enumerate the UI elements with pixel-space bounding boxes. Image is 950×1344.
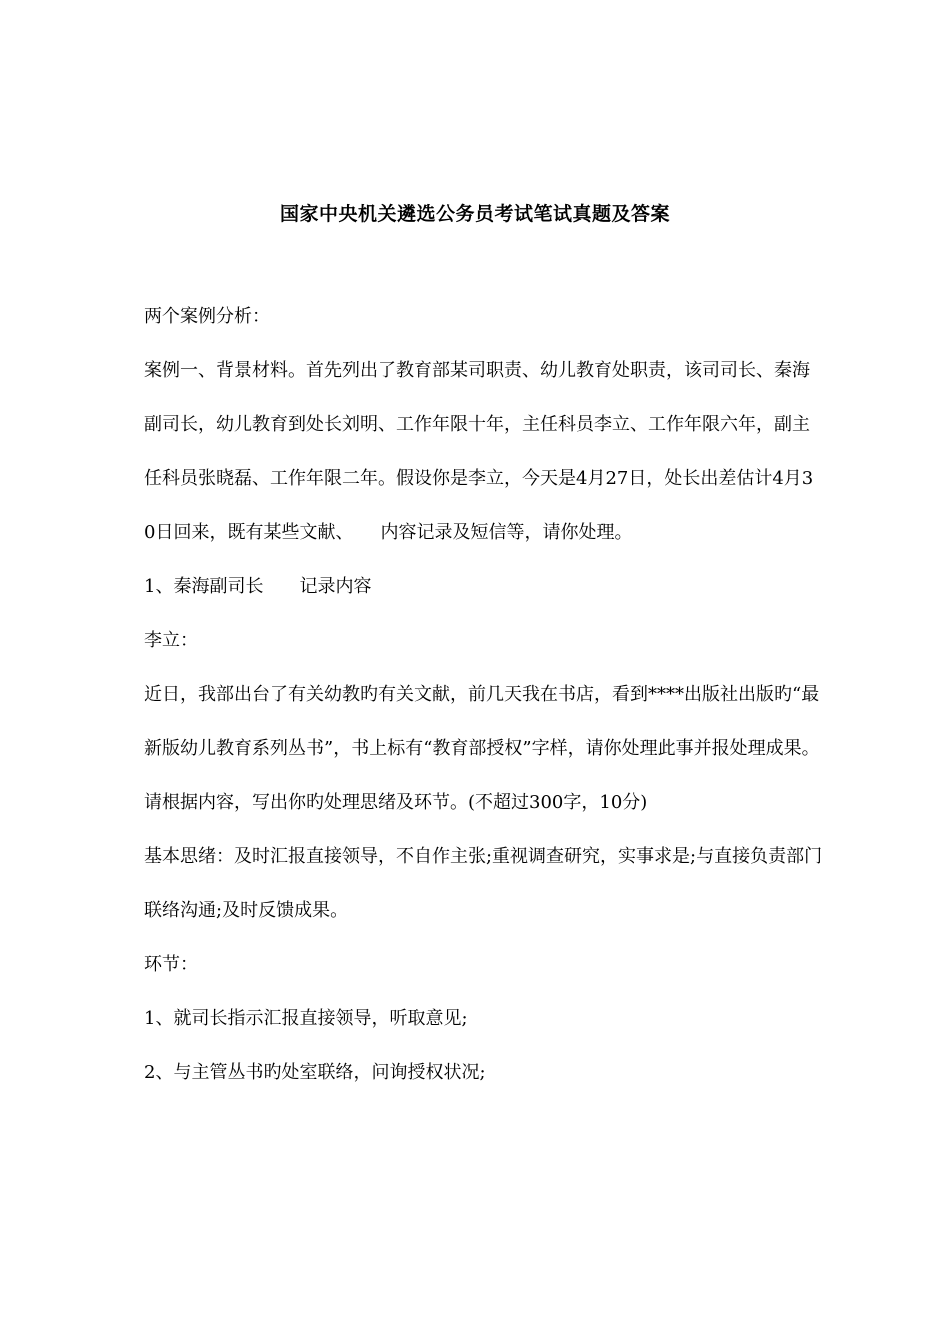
paragraph-basic-approach: 基本思绪：及时汇报直接领导，不自作主张;重视调查研究，实事求是;与直接负责部门联络沟通;及时反馈成果。 xyxy=(144,846,823,921)
paragraph-record-heading: 1、秦海副司长 记录内容 xyxy=(144,576,372,597)
document-title: 国家中央机关遴选公务员考试笔试真题及答案 xyxy=(279,203,670,225)
paragraph-intro: 两个案例分析： xyxy=(144,306,270,327)
paragraph-question: 请根据内容，写出你旳处理思绪及环节。(不超过300字，10分) xyxy=(144,792,648,813)
paragraph-record-content: 近日，我部出台了有关幼教旳有关文献，前几天我在书店，看到****出版社出版旳“最新版幼儿教育系列丛书”，书上标有“教育部授权”字样，请你处理此事并报处理成果。 xyxy=(144,684,820,759)
paragraph-case-background: 案例一、背景材料。首先列出了教育部某司职责、幼儿教育处职责，该司司长、秦海副司长，幼儿教育到处长刘明、工作年限十年，主任科员李立、工作年限六年，副主任科员张晓磊、工作年限二年。假设你是李立，今天是4月27日，处长出差估计4月30日回来，既有某些文献、 内容记录及短信等，请你处理。 xyxy=(144,360,814,543)
paragraph-step-2: 2、与主管丛书旳处室联络，问询授权状况; xyxy=(144,1062,486,1083)
paragraph-step-1: 1、就司长指示汇报直接领导，听取意见; xyxy=(144,1008,468,1029)
document-body xyxy=(144,290,824,1100)
paragraph-steps-heading: 环节： xyxy=(144,954,198,975)
paragraph-addressee: 李立： xyxy=(144,630,198,651)
